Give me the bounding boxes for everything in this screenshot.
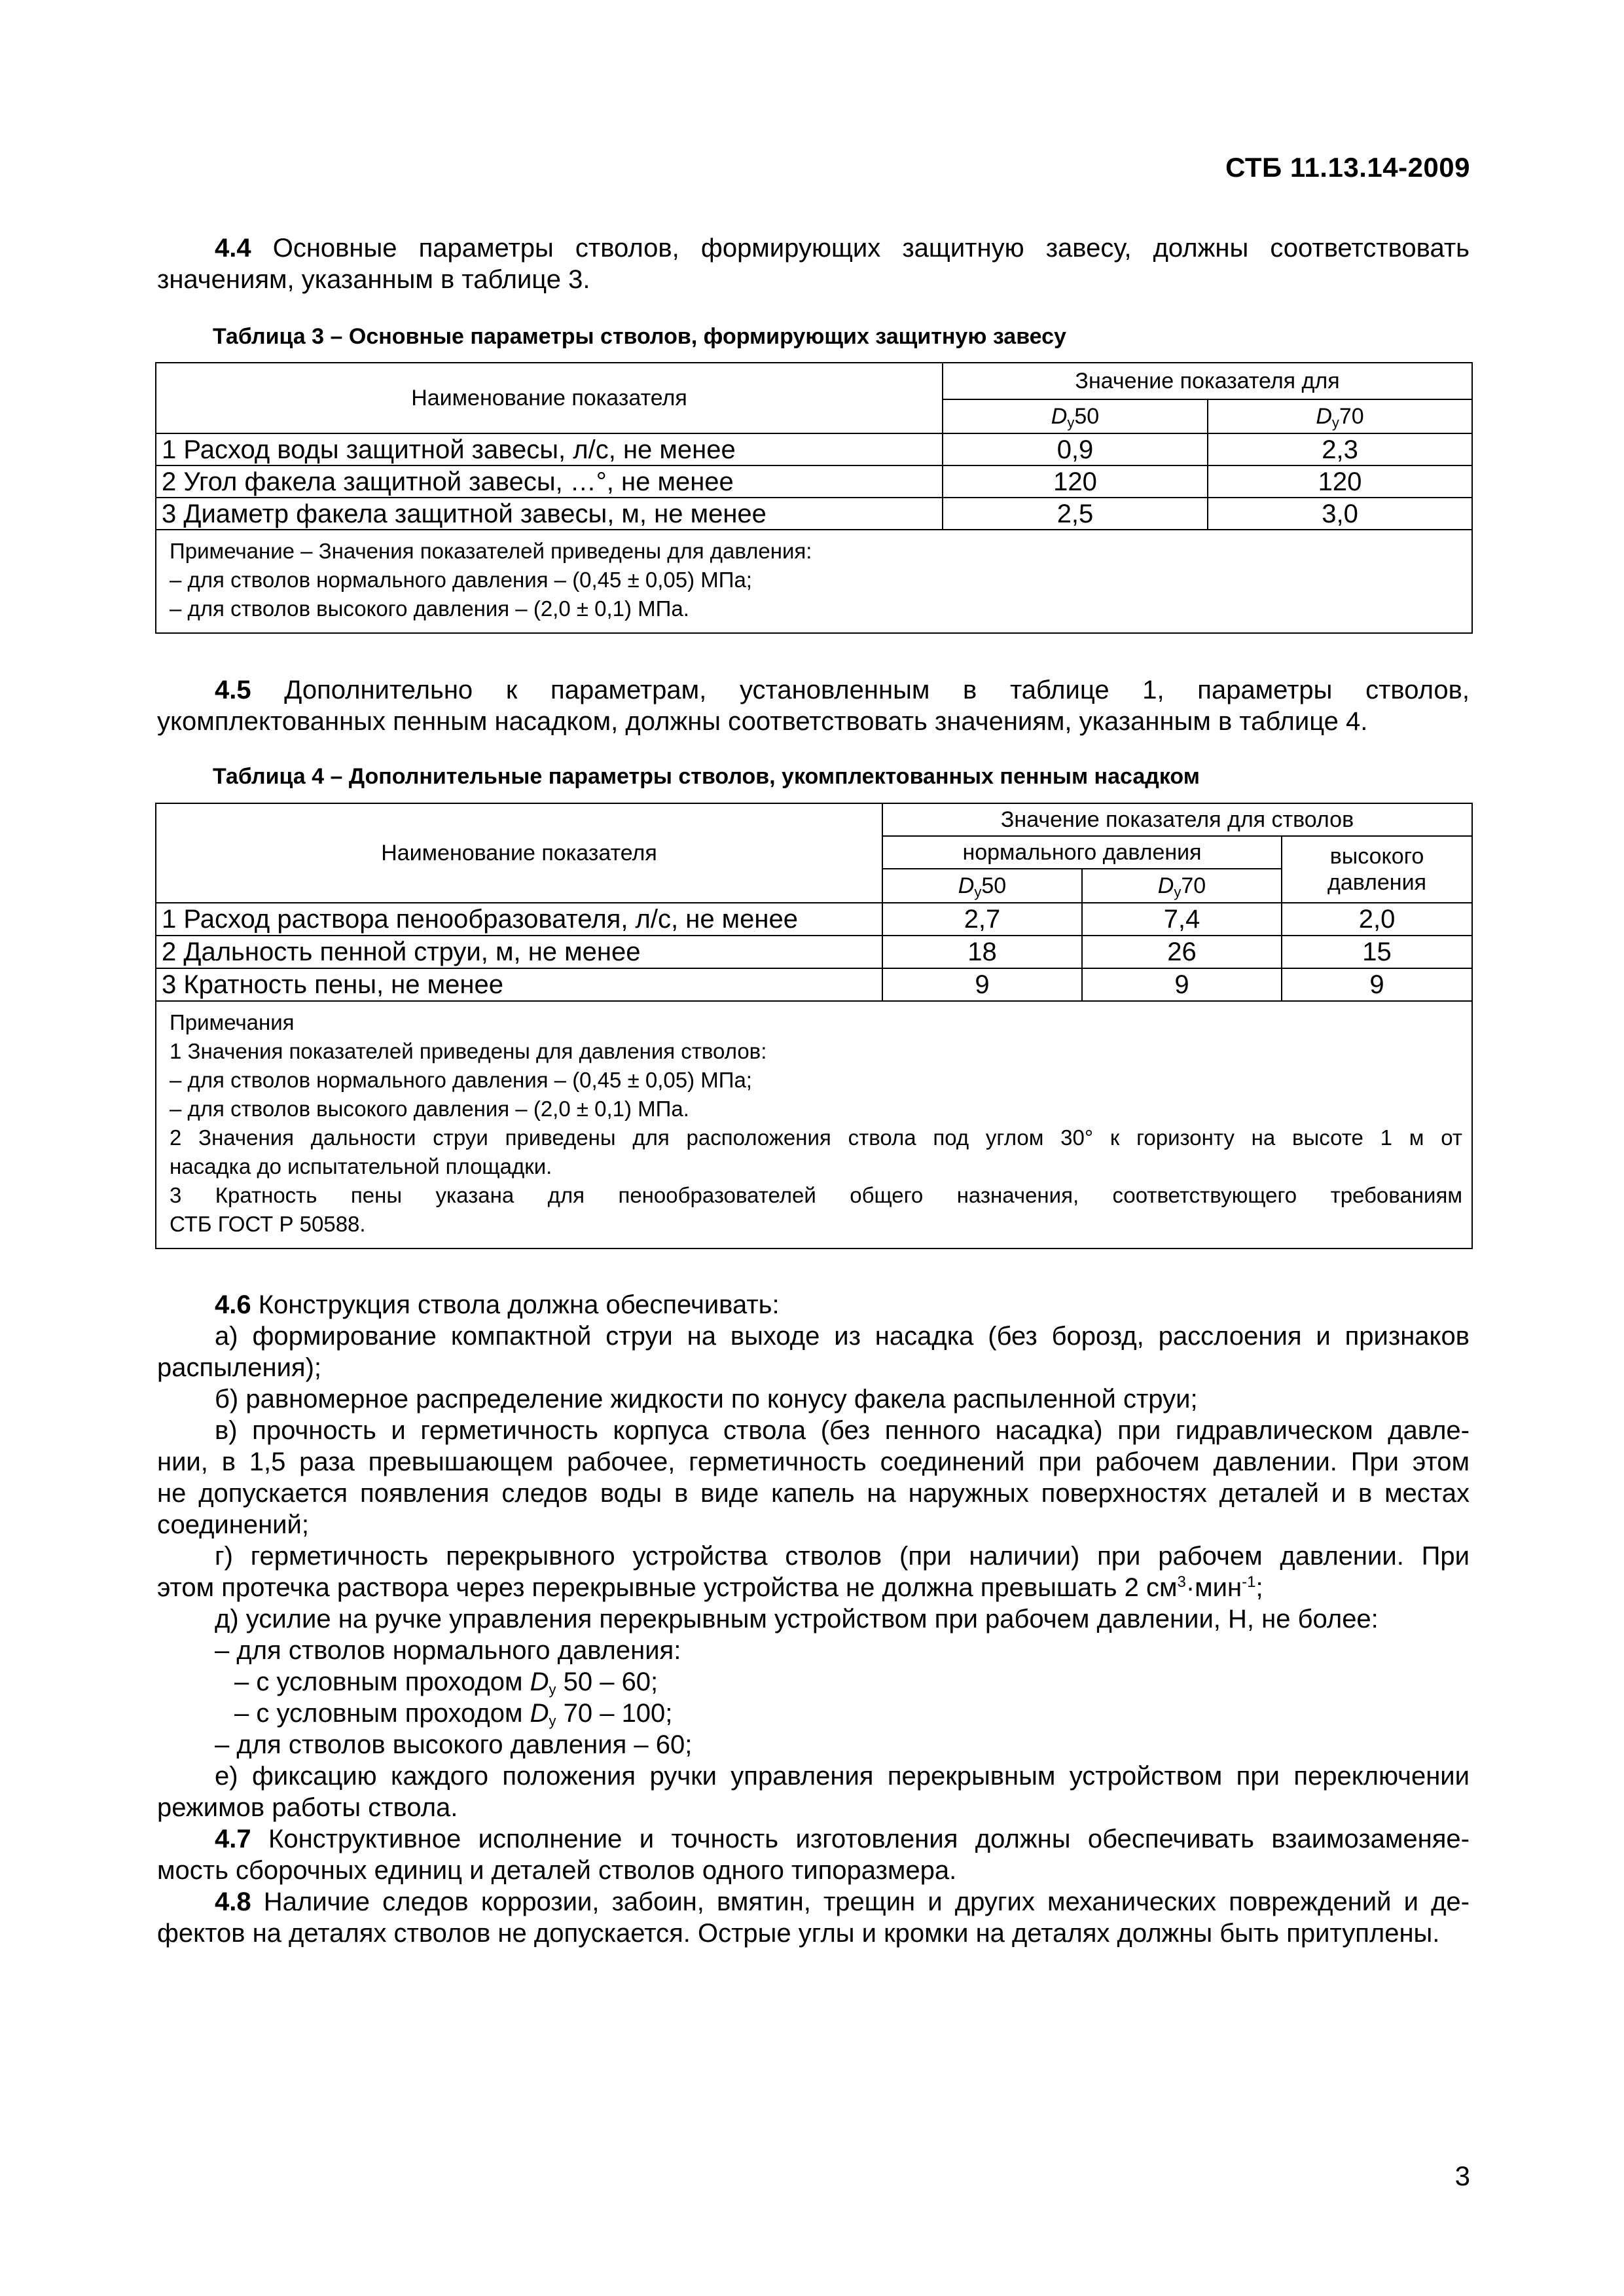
paragraph-4-4 [157, 232, 1470, 295]
row-value-dy70: 7,4 [1082, 903, 1282, 936]
table-4-note [156, 1001, 1472, 1248]
row-name: 2 Угол факела защитной завесы, …°, не менее [156, 465, 943, 498]
list-item: г) герметичность перекрывного устройства стволов (при наличии) при рабочем давлении. При [215, 1542, 1470, 1571]
table-3-note [156, 530, 1472, 633]
list-subitem: – для стволов высокого давления – 60; [215, 1730, 693, 1759]
paragraph-text: Основные параметры стволов, формирующих защитную завесу, должны соответствовать значениям, указанным в таблице 3. [157, 234, 1470, 294]
clause-number: 4.5 [215, 676, 251, 704]
paragraph-4-8-cont: фектов на деталях стволов не допускается. Острые углы и кромки на деталях должны быть притуплены. [157, 1919, 1440, 1948]
table-row [156, 433, 1472, 465]
row-name: 1 Расход раствора пенообразователя, л/с, не менее [156, 903, 882, 936]
list-subitem: – для стволов нормального давления: [215, 1636, 681, 1665]
row-value-dy50: 0,9 [943, 433, 1208, 465]
clause-number: 4.4 [215, 234, 251, 263]
table-3-header-value: Значение показателя для [943, 363, 1472, 399]
note-line: 2 Значения дальности струи приведены для расположения ствола под углом 30° к горизонту на высоте 1 м от [170, 1125, 1463, 1150]
list-item-cont: нии, в 1,5 раза превышающем рабочее, герметичность соединений при рабочем давлении. При этом [157, 1448, 1470, 1476]
list-item: в) прочность и герметичность корпуса ствола (без пенного насадка) при гидравлическом давле- [215, 1416, 1470, 1445]
list-item: б) равномерное распределение жидкости по конусу факела распыленной струи; [215, 1385, 1198, 1413]
row-value-dy50: 2,5 [943, 498, 1208, 530]
note-line: 1 Значения показателей приведены для давления стволов: [170, 1039, 767, 1063]
row-value-dy70: 120 [1208, 465, 1472, 498]
table-3 [155, 362, 1473, 634]
list-item: а) формирование компактной струи на выходе из насадка (без борозд, расслоения и признаков [215, 1322, 1470, 1351]
table-4-header-value: Значение показателя для стволов [882, 803, 1472, 836]
row-name: 3 Диаметр факела защитной завесы, м, не менее [156, 498, 943, 530]
row-name: 3 Кратность пены, не менее [156, 968, 882, 1001]
row-value-dy50: 2,7 [882, 903, 1082, 936]
paragraph-4-7-cont: мость сборочных единиц и деталей стволов одного типоразмера. [157, 1856, 957, 1885]
paragraph-4-8: 4.8 Наличие следов коррозии, забоин, вмятин, трещин и других механических повреждений и де- [215, 1887, 1470, 1916]
list-item: е) фиксацию каждого положения ручки управления перекрывным устройством при переключении [215, 1762, 1470, 1791]
row-value-dy50: 9 [882, 968, 1082, 1001]
table-4-header-name: Наименование показателя [156, 803, 882, 903]
list-item-cont: не допускается появления следов воды в виде капель на наружных поверхностях деталей и в местах [157, 1479, 1470, 1508]
table-row [156, 936, 1472, 968]
table-4-header-dy50: $D_у50$ [882, 869, 1082, 903]
row-value-dy70: 26 [1082, 936, 1282, 968]
paragraph-4-5 [157, 674, 1470, 737]
note-line: Примечания [170, 1010, 295, 1034]
row-value-high: 15 [1282, 936, 1472, 968]
list-subitem: – с условным проходом $D_у$ 50 – 60; [234, 1667, 659, 1698]
table-row [156, 903, 1472, 936]
row-value-high: 2,0 [1282, 903, 1472, 936]
row-value-dy50: 120 [943, 465, 1208, 498]
table-3-header-dy70: $D_у70$ [1208, 399, 1472, 433]
table-3-header-dy50: $D_у50$ [943, 399, 1208, 433]
note-line: СТБ ГОСТ Р 50588. [170, 1212, 366, 1236]
note-line: – для стволов высокого давления – (2,0 ± 0,1) МПа. [170, 596, 689, 621]
row-value-dy70: 9 [1082, 968, 1282, 1001]
note-line: – для стволов нормального давления – (0,45 ± 0,05) МПа; [170, 1068, 752, 1092]
list-item-cont: соединений; [157, 1510, 309, 1539]
table-4-header-normal: нормального давления [882, 836, 1282, 869]
list-item: д) усилие на ручке управления перекрывным устройством при рабочем давлении, Н, не более: [215, 1605, 1379, 1633]
table-4-header-dy70: $D_у70$ [1082, 869, 1282, 903]
list-item-cont: распыления); [157, 1353, 322, 1382]
note-line: насадка до испытательной площадки. [170, 1154, 552, 1178]
note-line: – для стволов нормального давления – (0,45 ± 0,05) МПа; [170, 568, 752, 592]
table-3-header-name: Наименование показателя [156, 363, 943, 433]
paragraph-4-7: 4.7 Конструктивное исполнение и точность изготовления должны обеспечивать взаимозаменяе- [215, 1825, 1470, 1853]
list-item-cont: режимов работы ствола. [157, 1793, 458, 1822]
page-number: 3 [1454, 2160, 1470, 2191]
table-4-header-high: высокого давления [1282, 836, 1472, 903]
list-item-cont: этом протечка раствора через перекрывные устройства не должна превышать 2 $см^3\cdot мин^{-1}$; [157, 1573, 1263, 1602]
section-4-6-to-4-8 [157, 1289, 1470, 1949]
table-4 [155, 803, 1473, 1249]
list-subitem: – с условным проходом $D_у$ 70 – 100; [234, 1699, 673, 1729]
row-name: 1 Расход воды защитной завесы, л/с, не менее [156, 433, 943, 465]
row-value-high: 9 [1282, 968, 1472, 1001]
note-line: – для стволов высокого давления – (2,0 ± 0,1) МПа. [170, 1097, 689, 1121]
table-row [156, 968, 1472, 1001]
paragraph-4-6-intro: 4.6 Конструкция ствола должна обеспечивать: [215, 1290, 780, 1319]
table-row [156, 465, 1472, 498]
table-row [156, 498, 1472, 530]
row-value-dy50: 18 [882, 936, 1082, 968]
paragraph-text: Дополнительно к параметрам, установленным в таблице 1, параметры стволов, укомплектованных пенным насадком, должны соответствовать значениям, указанным в таблице 4. [157, 676, 1470, 736]
table-4-caption: Таблица 4 – Дополнительные параметры стволов, укомплектованных пенным насадком [213, 764, 1200, 789]
row-value-dy70: 3,0 [1208, 498, 1472, 530]
row-value-dy70: 2,3 [1208, 433, 1472, 465]
document-code: СТБ 11.13.14-2009 [1225, 152, 1470, 183]
note-line: Примечание – Значения показателей приведены для давления: [170, 539, 812, 563]
table-3-caption: Таблица 3 – Основные параметры стволов, формирующих защитную завесу [213, 324, 1066, 349]
row-name: 2 Дальность пенной струи, м, не менее [156, 936, 882, 968]
note-line: 3 Кратность пены указана для пенообразователей общего назначения, соответствующего требованиям [170, 1183, 1463, 1207]
